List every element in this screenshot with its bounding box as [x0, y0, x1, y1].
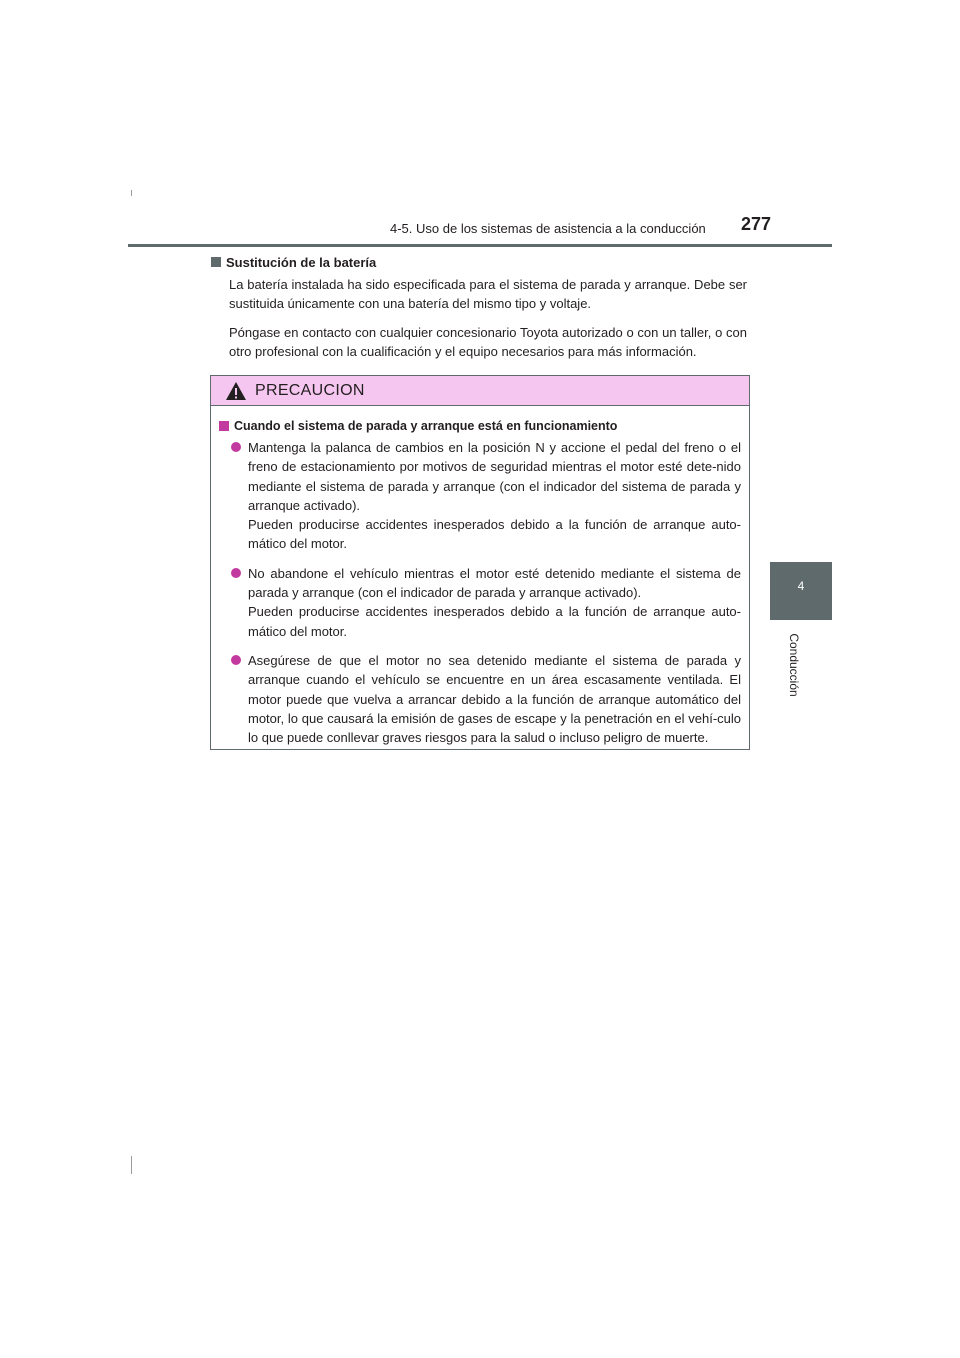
caution-bullet [231, 438, 741, 554]
bullet-text: No abandone el vehículo mientras el motor esté detenido mediante el sistema de parada y arranque (con el indicador de parada y arranque activado). [248, 565, 741, 601]
round-bullet-icon [231, 442, 241, 452]
caution-heading [219, 417, 741, 436]
square-bullet-icon [211, 257, 221, 267]
crop-mark [131, 1156, 132, 1174]
caution-box [210, 375, 750, 750]
chapter-label: Conducción [787, 633, 801, 697]
caution-body [211, 406, 749, 747]
paragraph: La batería instalada ha sido especificada para el sistema de parada y arranque. Debe ser sustituida únicamente con una batería del mismo tipo y voltaje. [229, 277, 747, 311]
bullet-text: Mantenga la palanca de cambios en la posición N y accione el pedal del freno o el freno de estacionamiento por motivos de seguridad mientras el motor esté dete-nido mediante el sistema de parada y arranque (con el indicador del sistema de parada y arranque activado). [248, 440, 741, 513]
crop-mark [131, 190, 132, 196]
bullet-text: Asegúrese de que el motor no sea detenido mediante el sistema de parada y arranque cuando el vehículo se encuentre en un área escasamente ventilada. El motor puede que vuelva a arrancar debido a la función de arranque automático del motor, lo que causará la emisión de gases de escape y la penetración en el vehí-culo lo que puede conllevar graves riesgos para la salud o incluso peligro de muerte. [248, 652, 741, 746]
section-heading [211, 253, 747, 272]
warning-triangle-icon [225, 381, 247, 401]
section-heading-text: Sustitución de la batería [226, 255, 377, 270]
header-rule [128, 244, 832, 247]
square-bullet-icon [219, 421, 229, 431]
bullet-note: Pueden producirse accidentes inesperados debido a la función de arranque auto-mático del motor. [248, 604, 741, 639]
caution-header [211, 376, 749, 406]
round-bullet-icon [231, 568, 241, 578]
caution-heading-text: Cuando el sistema de parada y arranque está en funcionamiento [234, 419, 618, 433]
paragraph: Póngase en contacto con cualquier concesionario Toyota autorizado o con un taller, o con otro profesional con la cualificación y el equipo necesarios para más información. [229, 325, 747, 359]
caution-bullet [231, 651, 741, 747]
round-bullet-icon [231, 655, 241, 665]
caution-bullet [231, 564, 741, 641]
chapter-number: 4 [797, 579, 805, 593]
battery-section [211, 253, 747, 371]
caution-title: PRECAUCION [255, 381, 365, 399]
chapter-tab[interactable] [770, 562, 832, 620]
header-section-title: 4-5. Uso de los sistemas de asistencia a la conducción [390, 221, 706, 236]
bullet-note: Pueden producirse accidentes inesperados debido a la función de arranque auto-mático del motor. [248, 517, 741, 552]
page-number: 277 [741, 214, 772, 234]
